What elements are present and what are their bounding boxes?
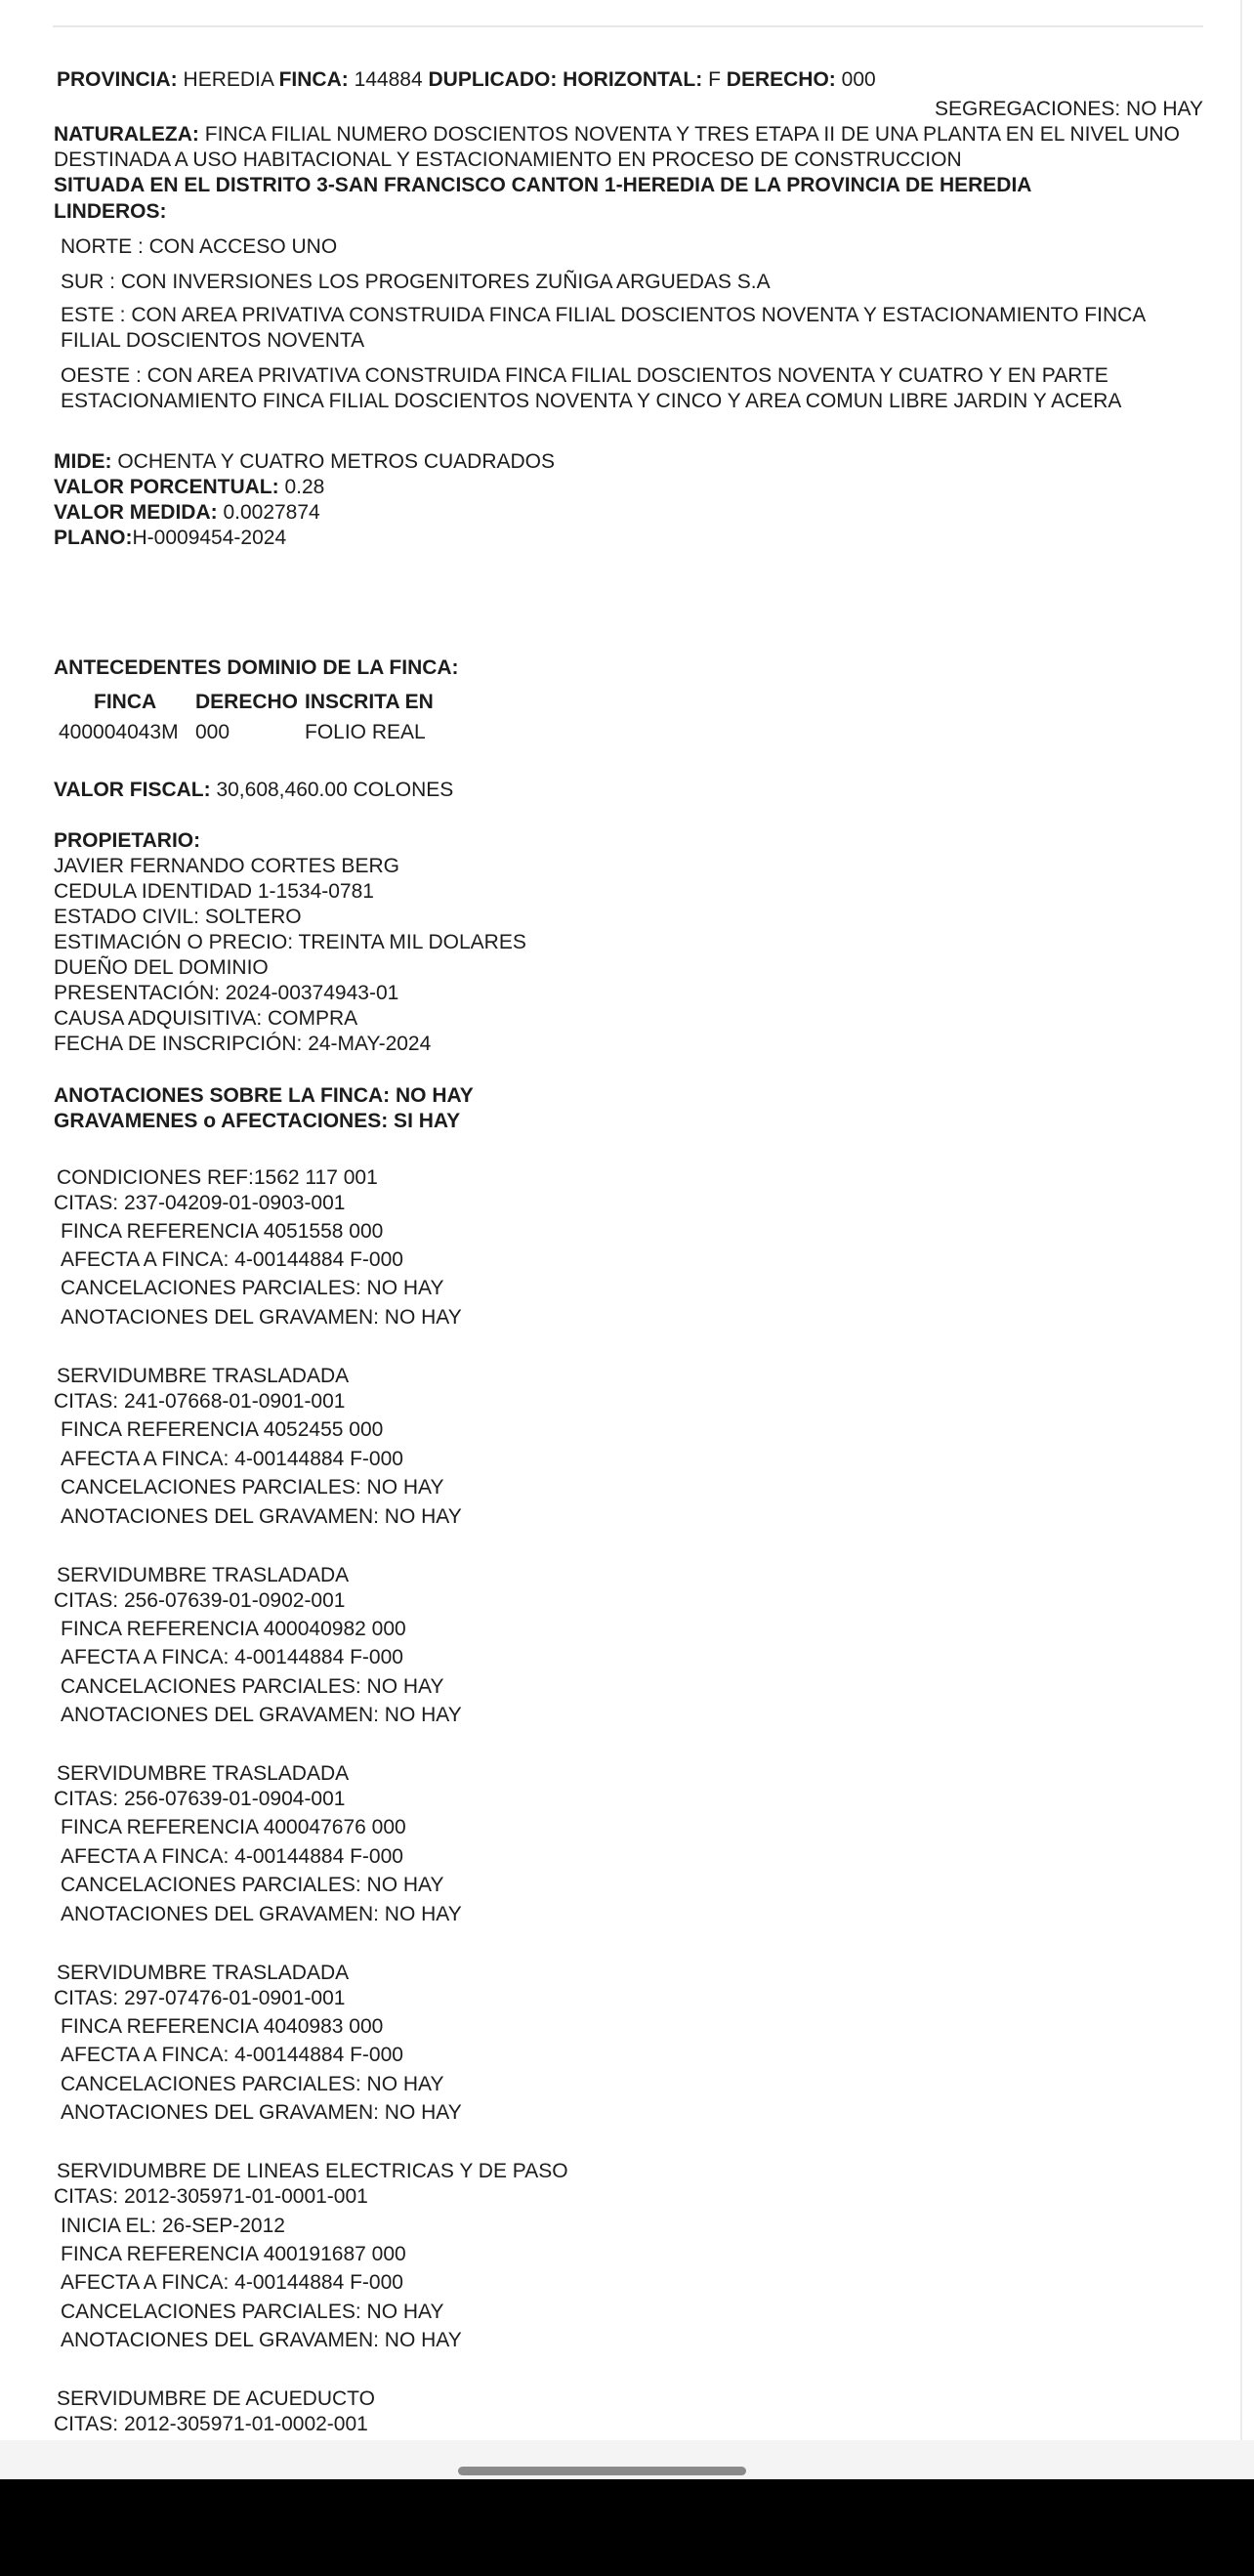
- plano: [54, 526, 286, 551]
- naturaleza-value: FINCA FILIAL NUMERO DOSCIENTOS NOVENTA Y TRES ETAPA II DE UNA PLANTA EN EL NIVEL UNO DESTINADA A USO HABITACIONAL Y ESTACIONAMIENTO EN PROCESO DE CONSTRUCCION: [54, 123, 1180, 171]
- gravamen-line: CANCELACIONES PARCIALES: NO HAY: [61, 1675, 444, 1698]
- valor-medida-label: VALOR MEDIDA:: [54, 501, 218, 524]
- propietario-fecha: FECHA DE INSCRIPCIÓN: 24-MAY-2024: [54, 1033, 432, 1055]
- gravamen-line: ANOTACIONES DEL GRAVAMEN: NO HAY: [61, 1505, 462, 1528]
- gravamen-line: FINCA REFERENCIA 400040982 000: [61, 1618, 406, 1640]
- gravamen-title: SERVIDUMBRE TRASLADADA: [57, 1762, 350, 1785]
- propietario-dueno: DUEÑO DEL DOMINIO: [54, 956, 269, 979]
- gravamen-citas: CITAS: 2012-305971-01-0002-001: [54, 2413, 368, 2435]
- gravamen-title: SERVIDUMBRE TRASLADADA: [57, 1962, 350, 1984]
- gravamen-line: CANCELACIONES PARCIALES: NO HAY: [61, 1476, 444, 1499]
- gravamen-line: AFECTA A FINCA: 4-00144884 F-000: [61, 2044, 403, 2066]
- gravamen-line: ANOTACIONES DEL GRAVAMEN: NO HAY: [61, 2329, 462, 2351]
- cell-finca: 400004043M: [59, 721, 179, 743]
- cell-derecho: 000: [195, 721, 230, 743]
- gravamen-line: CANCELACIONES PARCIALES: NO HAY: [61, 1277, 444, 1299]
- gravamen-citas: CITAS: 297-07476-01-0901-001: [54, 1987, 346, 2009]
- lindero-este: ESTE : CON AREA PRIVATIVA CONSTRUIDA FINCA FILIAL DOSCIENTOS NOVENTA Y ESTACIONAMIENTO FINCA FILIAL DOSCIENTOS NOVENTA: [61, 304, 1146, 352]
- duplicado-label: DUPLICADO:: [428, 68, 558, 91]
- gravamen-title: SERVIDUMBRE TRASLADADA: [57, 1564, 350, 1586]
- gravamen-line: FINCA REFERENCIA 400047676 000: [61, 1816, 406, 1838]
- home-indicator[interactable]: [458, 2467, 746, 2475]
- propietario-nombre: JAVIER FERNANDO CORTES BERG: [54, 855, 399, 877]
- horizontal-label: HORIZONTAL:: [563, 68, 703, 91]
- gravamenes: GRAVAMENES o AFECTACIONES: SI HAY: [54, 1110, 461, 1132]
- gravamen-line: CANCELACIONES PARCIALES: NO HAY: [61, 1874, 444, 1896]
- gravamen-citas: CITAS: 2012-305971-01-0001-001: [54, 2185, 368, 2208]
- valor-porcentual: [54, 475, 324, 500]
- gravamen-citas: CITAS: 237-04209-01-0903-001: [54, 1192, 346, 1214]
- header-line: [57, 67, 876, 93]
- col-finca: FINCA: [94, 691, 157, 713]
- naturaleza: [54, 122, 1206, 173]
- mide-label: MIDE:: [54, 450, 112, 473]
- gravamen-line: ANOTACIONES DEL GRAVAMEN: NO HAY: [61, 2101, 462, 2124]
- valor-fiscal-value: 30,608,460.00 COLONES: [216, 779, 454, 801]
- gravamen-citas: CITAS: 256-07639-01-0904-001: [54, 1788, 346, 1810]
- valor-porcentual-value: 0.28: [284, 476, 325, 498]
- col-inscrita: INSCRITA EN: [305, 691, 434, 713]
- propietario-estado-civil: ESTADO CIVIL: SOLTERO: [54, 906, 302, 928]
- linderos-label: LINDEROS:: [54, 200, 167, 223]
- derecho-label: DERECHO:: [726, 68, 836, 91]
- mide: [54, 449, 555, 475]
- gravamen-line: FINCA REFERENCIA 400191687 000: [61, 2243, 406, 2265]
- gravamen-title: CONDICIONES REF:1562 117 001: [57, 1166, 378, 1189]
- gravamen-citas: CITAS: 256-07639-01-0902-001: [54, 1589, 346, 1612]
- situada: SITUADA EN EL DISTRITO 3-SAN FRANCISCO CANTON 1-HEREDIA DE LA PROVINCIA DE HEREDIA: [54, 174, 1032, 196]
- derecho-value: 000: [841, 68, 876, 91]
- segregaciones: SEGREGACIONES: NO HAY: [935, 98, 1203, 120]
- gravamen-line: AFECTA A FINCA: 4-00144884 F-000: [61, 1845, 403, 1868]
- propietario-cedula: CEDULA IDENTIDAD 1-1534-0781: [54, 880, 374, 903]
- gravamen-line: AFECTA A FINCA: 4-00144884 F-000: [61, 2271, 403, 2294]
- antecedentes-title: ANTECEDENTES DOMINIO DE LA FINCA:: [54, 656, 459, 679]
- provincia-value: HEREDIA: [183, 68, 273, 91]
- plano-label: PLANO:: [54, 527, 133, 549]
- plano-value: H-0009454-2024: [132, 527, 287, 549]
- lindero-oeste: OESTE : CON AREA PRIVATIVA CONSTRUIDA FINCA FILIAL DOSCIENTOS NOVENTA Y CUATRO Y EN PARTE ESTACIONAMIENTO FINCA FILIAL DOSCIENTOS NOVENTA Y CINCO Y AREA COMUN LIBRE JARDIN Y ACERA: [61, 364, 1122, 412]
- lindero-sur: SUR : CON INVERSIONES LOS PROGENITORES ZUÑIGA ARGUEDAS S.A: [61, 271, 771, 293]
- col-derecho: DERECHO: [195, 691, 299, 713]
- gravamen-line: AFECTA A FINCA: 4-00144884 F-000: [61, 1448, 403, 1470]
- valor-porcentual-label: VALOR PORCENTUAL:: [54, 476, 279, 498]
- propietario-label: PROPIETARIO:: [54, 829, 201, 852]
- propietario-presentacion: PRESENTACIÓN: 2024-00374943-01: [54, 982, 399, 1004]
- naturaleza-label: NATURALEZA:: [54, 123, 199, 146]
- gravamen-line: CANCELACIONES PARCIALES: NO HAY: [61, 2301, 444, 2323]
- finca-label: FINCA:: [278, 68, 349, 91]
- bottom-bar: [0, 2479, 1254, 2576]
- gravamen-line: ANOTACIONES DEL GRAVAMEN: NO HAY: [61, 1903, 462, 1925]
- gravamen-line: ANOTACIONES DEL GRAVAMEN: NO HAY: [61, 1306, 462, 1329]
- finca-value: 144884: [354, 68, 423, 91]
- lindero-norte: NORTE : CON ACCESO UNO: [61, 235, 338, 258]
- propietario-causa: CAUSA ADQUISITIVA: COMPRA: [54, 1007, 358, 1030]
- propietario-estimacion: ESTIMACIÓN O PRECIO: TREINTA MIL DOLARES: [54, 931, 526, 953]
- gravamen-line: FINCA REFERENCIA 4051558 000: [61, 1220, 384, 1243]
- gravamen-line: ANOTACIONES DEL GRAVAMEN: NO HAY: [61, 1704, 462, 1726]
- valor-medida-value: 0.0027874: [223, 501, 320, 524]
- gravamen-line: AFECTA A FINCA: 4-00144884 F-000: [61, 1248, 403, 1271]
- valor-fiscal: [54, 778, 453, 803]
- mide-value: OCHENTA Y CUATRO METROS CUADRADOS: [117, 450, 556, 473]
- gravamen-title: SERVIDUMBRE DE ACUEDUCTO: [57, 2387, 375, 2410]
- gravamen-line: CANCELACIONES PARCIALES: NO HAY: [61, 2073, 444, 2095]
- provincia-label: PROVINCIA:: [57, 68, 178, 91]
- gravamen-citas: CITAS: 241-07668-01-0901-001: [54, 1390, 346, 1413]
- top-divider: [53, 25, 1203, 27]
- gravamen-title: SERVIDUMBRE TRASLADADA: [57, 1365, 350, 1387]
- horizontal-value: F: [708, 68, 721, 91]
- valor-medida: [54, 500, 320, 526]
- cell-inscrita: FOLIO REAL: [305, 721, 426, 743]
- gravamen-line: FINCA REFERENCIA 4052455 000: [61, 1418, 384, 1441]
- valor-fiscal-label: VALOR FISCAL:: [54, 779, 211, 801]
- gravamen-line: FINCA REFERENCIA 4040983 000: [61, 2015, 384, 2038]
- gravamen-line: AFECTA A FINCA: 4-00144884 F-000: [61, 1646, 403, 1668]
- gravamen-line: INICIA EL: 26-SEP-2012: [61, 2215, 285, 2237]
- gravamen-title: SERVIDUMBRE DE LINEAS ELECTRICAS Y DE PASO: [57, 2160, 568, 2182]
- anotaciones: ANOTACIONES SOBRE LA FINCA: NO HAY: [54, 1084, 474, 1107]
